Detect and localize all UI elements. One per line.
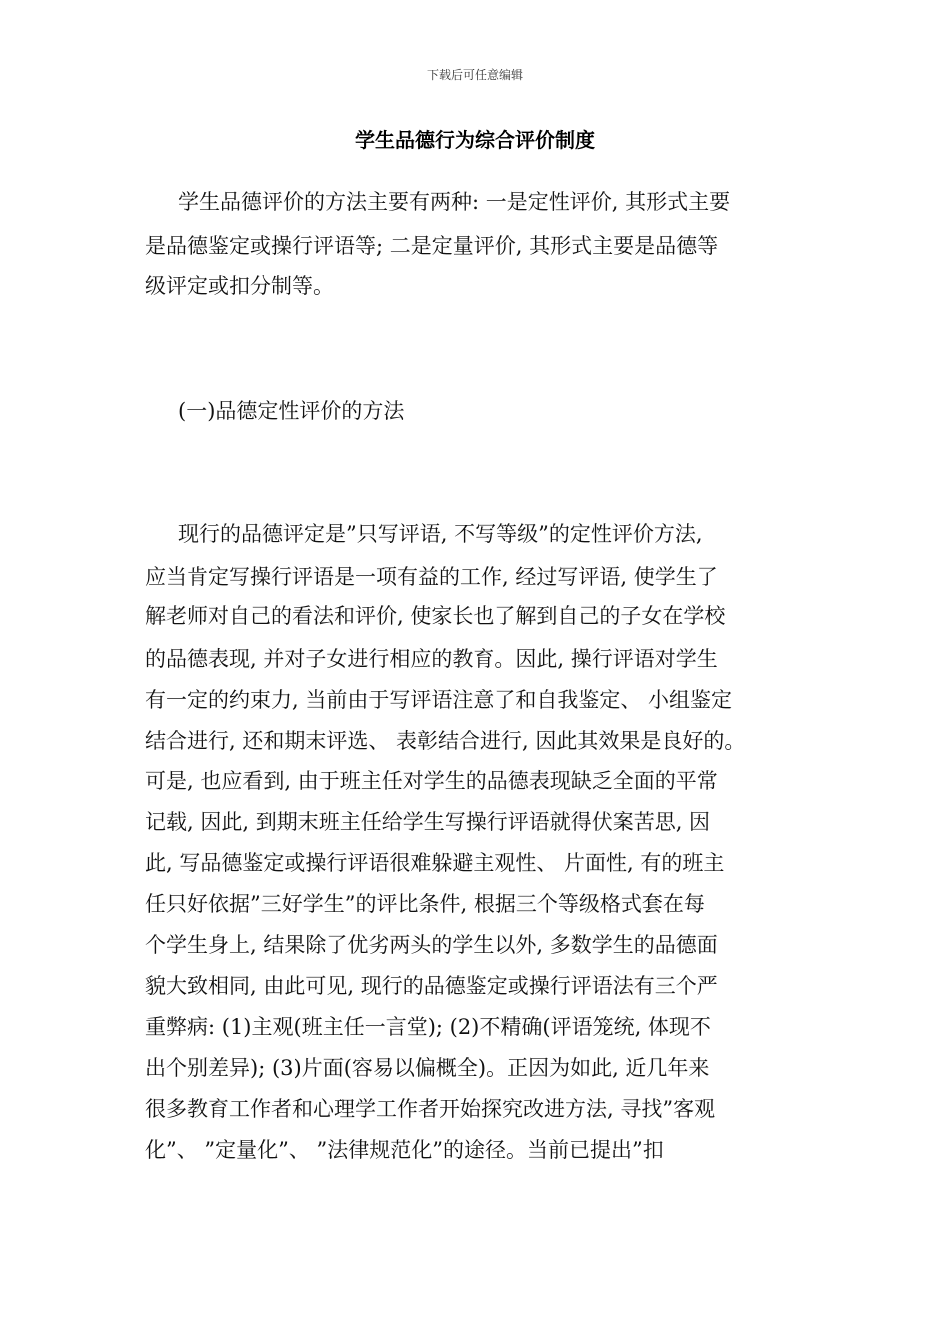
body-line: 化”、 ”定量化”、 ”法律规范化”的途径。当前已提出”扣 <box>145 1138 664 1162</box>
body-line: 解老师对自己的看法和评价, 使家长也了解到自己的子女在学校 <box>145 604 726 628</box>
body-line: 重弊病: (1)主观(班主任一言堂); (2)不精确(评语笼统, 体现不 <box>145 1015 711 1039</box>
intro-line: 是品德鉴定或操行评语等; 二是定量评价, 其形式主要是品德等 <box>145 234 719 258</box>
intro-line: 学生品德评价的方法主要有两种: 一是定性评价, 其形式主要 <box>178 190 731 214</box>
document-title: 学生品德行为综合评价制度 <box>355 128 595 152</box>
body-line: 貌大致相同, 由此可见, 现行的品德鉴定或操行评语法有三个严 <box>145 974 718 998</box>
body-line: 此, 写品德鉴定或操行评语很难躲避主观性、 片面性, 有的班主 <box>145 851 725 875</box>
body-line: 可是, 也应看到, 由于班主任对学生的品德表现缺乏全面的平常 <box>145 769 718 793</box>
body-line: 应当肯定写操行评语是一项有益的工作, 经过写评语, 使学生了 <box>145 565 718 589</box>
body-line: 个学生身上, 结果除了优劣两头的学生以外, 多数学生的品德面 <box>145 933 718 957</box>
body-line: 出个别差异); (3)片面(容易以偏概全)。正因为如此, 近几年来 <box>145 1056 710 1080</box>
section-heading: (一)品德定性评价的方法 <box>178 399 405 423</box>
body-line: 的品德表现, 并对子女进行相应的教育。因此, 操行评语对学生 <box>145 647 718 671</box>
body-line: 有一定的约束力, 当前由于写评语注意了和自我鉴定、 小组鉴定 <box>145 688 733 712</box>
body-line: 很多教育工作者和心理学工作者开始探究改进方法, 寻找”客观 <box>145 1097 716 1121</box>
intro-line: 级评定或扣分制等。 <box>145 274 334 298</box>
body-line: 任只好依据”三好学生”的评比条件, 根据三个等级格式套在每 <box>145 892 705 916</box>
header-note: 下载后可任意编辑 <box>426 68 523 82</box>
body-line: 记载, 因此, 到期末班主任给学生写操行评语就得伏案苦思, 因 <box>145 810 711 834</box>
body-line: 现行的品德评定是”只写评语, 不写等级”的定性评价方法, <box>178 522 703 546</box>
body-line: 结合进行, 还和期末评选、 表彰结合进行, 因此其效果是良好的。 <box>145 729 746 753</box>
